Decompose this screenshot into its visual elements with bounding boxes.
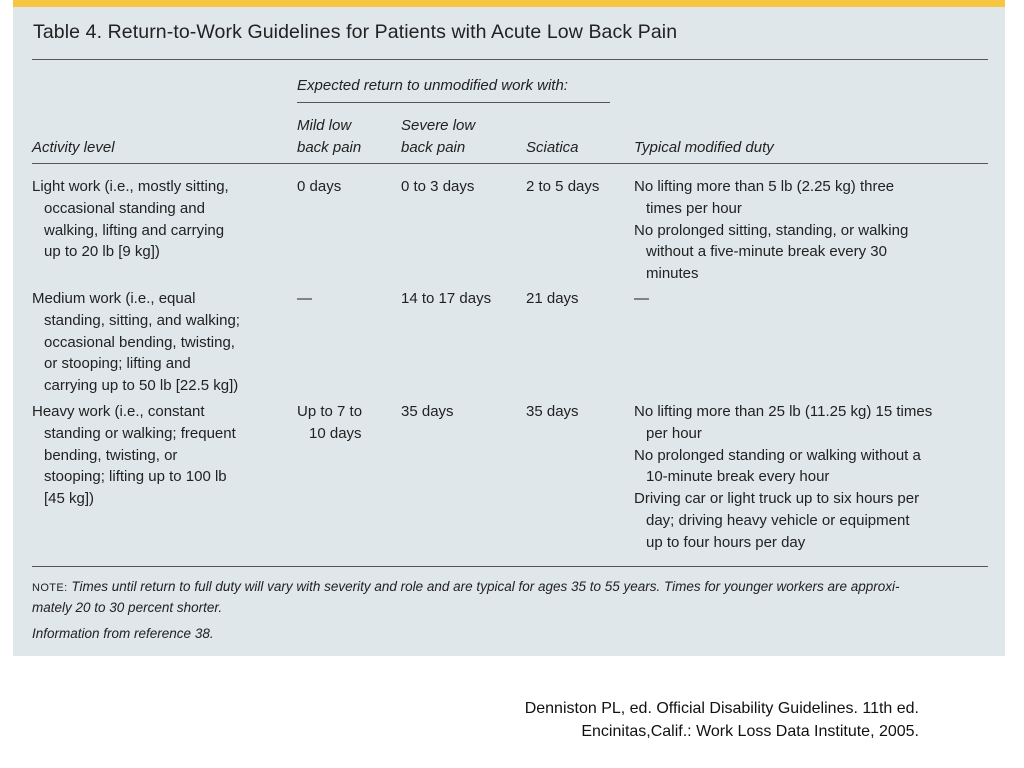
cell-sciatica-line: 2 to 5 days (526, 178, 600, 195)
cell-modified-duty-line: — (634, 290, 649, 307)
cell-sciatica (526, 401, 579, 423)
cell-mild-line: Up to 7 to (297, 403, 363, 420)
cell-modified-duty (634, 288, 649, 310)
table-source: Information from reference 38. (32, 626, 214, 641)
cell-activity-line: bending, twisting, or (44, 446, 178, 464)
column-header-activity: Activity level (32, 139, 115, 156)
column-header-severe: Severe low back pain (401, 117, 476, 156)
cell-modified-duty-line: 10-minute break every hour (646, 468, 830, 486)
cell-modified-duty-line: up to four hours per day (646, 533, 806, 551)
cell-activity (32, 401, 236, 510)
column-header-modified-duty: Typical modified duty (634, 139, 774, 156)
cell-sciatica-line: 35 days (526, 403, 579, 420)
cell-activity-line: Heavy work (i.e., constant (32, 403, 205, 420)
cell-activity-line: occasional standing and (44, 199, 205, 217)
cell-modified-duty-line: Driving car or light truck up to six hours per (634, 490, 920, 508)
footer-rule (32, 566, 988, 567)
table-note (32, 577, 992, 618)
column-header-sciatica: Sciatica (526, 139, 579, 156)
cell-severe (401, 176, 474, 198)
cell-activity-line: standing or walking; frequent (44, 424, 236, 442)
cell-modified-duty-line: minutes (646, 265, 699, 283)
cell-sciatica-line: 21 days (526, 290, 579, 307)
cell-modified-duty-line: without a five-minute break every 30 (646, 243, 887, 261)
note-text-line-2: mately 20 to 30 percent shorter. (32, 600, 223, 615)
cell-mild-line: — (297, 290, 312, 307)
cell-activity-line: occasional bending, twisting, (44, 333, 235, 351)
cell-severe-line: 14 to 17 days (401, 290, 492, 307)
cell-activity-line: Medium work (i.e., equal (32, 290, 196, 307)
cell-modified-duty-line: per hour (646, 424, 702, 442)
group-header: Expected return to unmodified work with: (297, 77, 568, 94)
citation-line-1: Denniston PL, ed. Official Disability Guidelines. 11th ed. (524, 700, 919, 717)
cell-mild (297, 401, 362, 445)
cell-modified-duty (634, 401, 932, 554)
cell-modified-duty-line: No lifting more than 25 lb (11.25 kg) 15 times (634, 403, 933, 420)
cell-mild-line: 0 days (297, 178, 342, 195)
title-rule (32, 59, 988, 60)
cell-activity-line: [45 kg]) (44, 490, 95, 508)
cell-modified-duty-line: No lifting more than 5 lb (2.25 kg) three (634, 178, 895, 195)
cell-severe (401, 401, 454, 423)
cell-activity-line: or stooping; lifting and (44, 355, 191, 373)
cell-mild-line: 10 days (309, 424, 362, 442)
cell-severe (401, 288, 491, 310)
cell-modified-duty-line: No prolonged sitting, standing, or walking (634, 221, 909, 239)
cell-activity (32, 176, 229, 263)
cell-activity-line: carrying up to 50 lb [22.5 kg]) (44, 377, 239, 395)
cell-activity-line: standing, sitting, and walking; (44, 311, 240, 329)
table-title: Table 4. Return-to-Work Guidelines for Patients with Acute Low Back Pain (33, 21, 678, 43)
cell-severe-line: 0 to 3 days (401, 178, 475, 195)
cell-modified-duty-line: times per hour (646, 199, 742, 217)
note-label: NOTE: (32, 582, 68, 594)
table-panel (13, 0, 1005, 656)
note-text-line-1: Times until return to full duty will vary with severity and role and are typical for ages 35 to 55 years. Times for younger workers are approxi- (71, 579, 900, 594)
column-header-mild: Mild low back pain (297, 117, 362, 156)
cell-modified-duty (634, 176, 908, 285)
cell-mild (297, 288, 312, 310)
cell-modified-duty-line: No prolonged standing or walking without a (634, 446, 921, 464)
cell-activity-line: up to 20 lb [9 kg]) (44, 243, 160, 261)
cell-modified-duty-line: day; driving heavy vehicle or equipment (646, 511, 910, 529)
cell-severe-line: 35 days (401, 403, 454, 420)
cell-activity (32, 288, 240, 397)
citation (400, 697, 919, 743)
cell-activity-line: stooping; lifting up to 100 lb (44, 468, 227, 486)
top-accent-bar (13, 0, 1005, 7)
citation-line-2: Encinitas,Calif.: Work Loss Data Institute, 2005. (581, 723, 919, 740)
cell-sciatica (526, 288, 579, 310)
cell-mild (297, 176, 341, 198)
cell-activity-line: walking, lifting and carrying (44, 221, 225, 239)
cell-activity-line: Light work (i.e., mostly sitting, (32, 178, 229, 195)
cell-sciatica (526, 176, 599, 198)
header-rule (32, 163, 988, 164)
group-header-rule (297, 102, 610, 103)
